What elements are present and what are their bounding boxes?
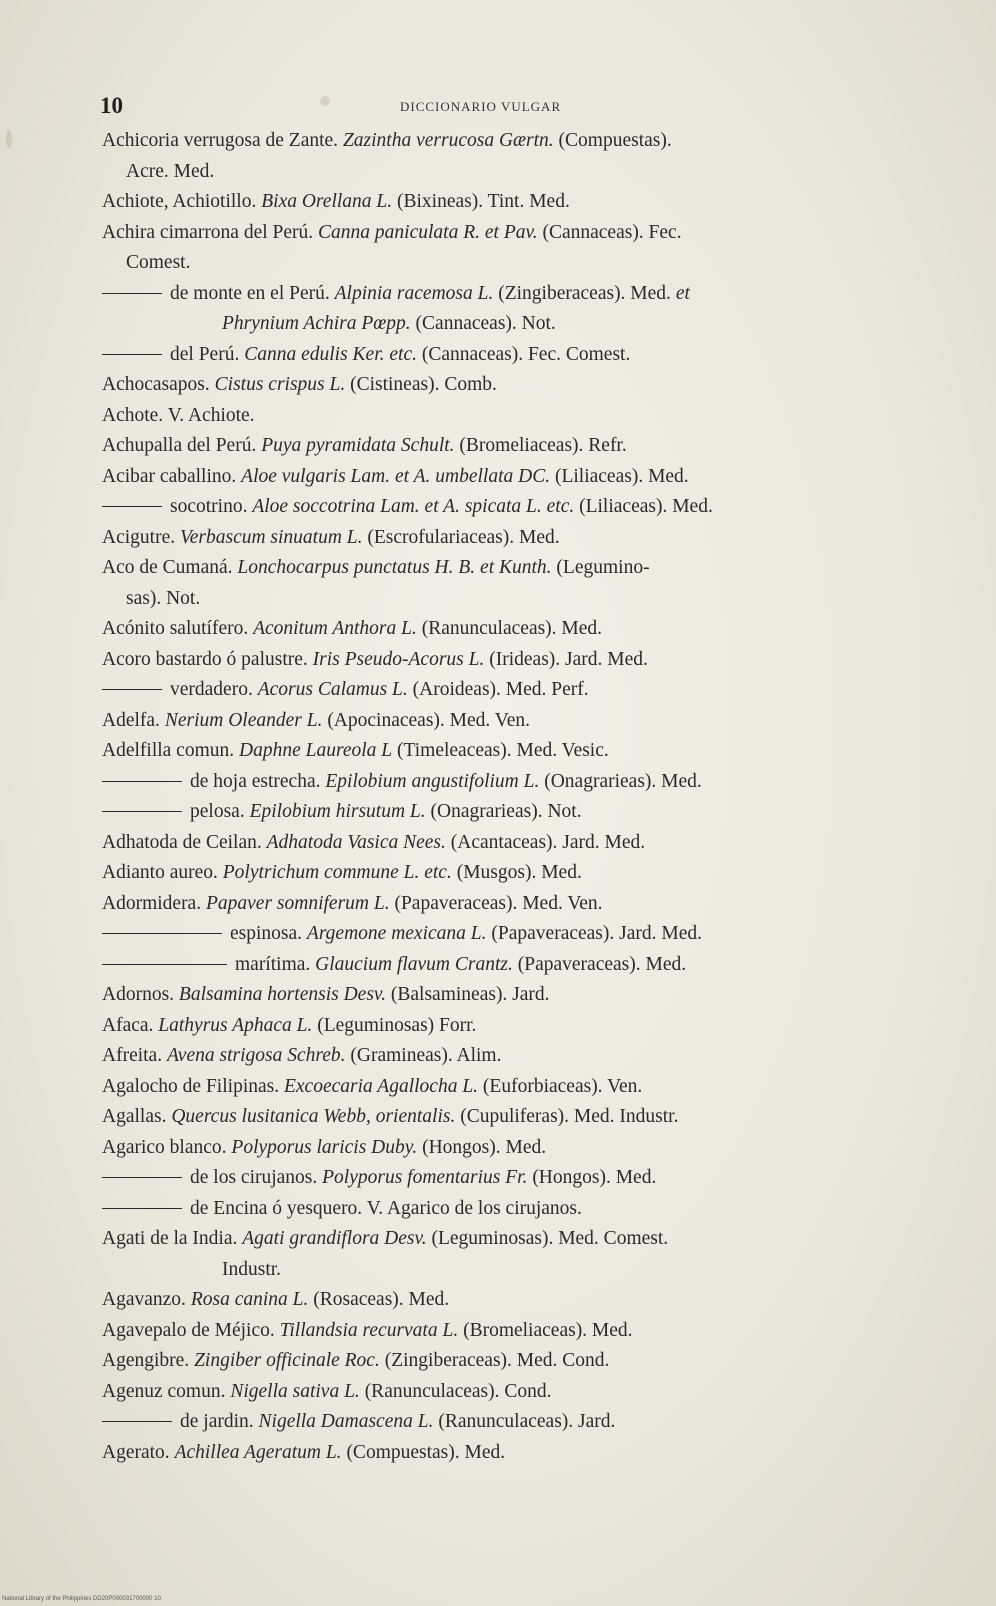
entry-text: (Hongos). Med. xyxy=(527,1167,657,1188)
entry-text: (Leguminosas). Med. Comest. xyxy=(426,1228,669,1249)
entry-line xyxy=(102,982,550,1008)
entry-line xyxy=(102,647,648,673)
entry-text: (Onagrarieas). Not. xyxy=(425,801,582,822)
repeat-dash xyxy=(102,781,182,782)
entry-text: Afreita. xyxy=(102,1045,167,1066)
entry-text: (Papaveraceas). Med. Ven. xyxy=(389,892,603,914)
entry-line xyxy=(102,433,627,459)
entry-line xyxy=(102,1226,668,1252)
entry-text: (Escrofulariaceas). Med. xyxy=(362,526,560,548)
scientific-name: Achillea Ageratum L. xyxy=(174,1441,342,1463)
entry-text: (Gramineas). Alim. xyxy=(345,1045,502,1066)
repeat-dash xyxy=(102,1208,182,1209)
repeat-dash xyxy=(102,933,222,934)
entry-text: (Euforbiaceas). Ven. xyxy=(478,1075,643,1097)
repeat-dash xyxy=(102,811,182,812)
entry-line xyxy=(102,128,672,154)
entry-text: Agengibre. xyxy=(102,1350,195,1371)
entry-text: (Liliaceas). Med. xyxy=(550,465,689,487)
scientific-name: Daphne Laureola L xyxy=(239,740,393,761)
entry-text: Afaca. xyxy=(102,1014,159,1036)
scientific-name: Aconitum Anthora L. xyxy=(253,618,417,639)
repeat-dash xyxy=(102,354,162,355)
entry-text: Agallas. xyxy=(102,1106,172,1127)
entry-line xyxy=(102,860,582,886)
entry-text: Achocasapos. xyxy=(102,374,215,395)
entry-line xyxy=(102,1379,552,1405)
entry-text: Aco de Cumaná. xyxy=(102,557,238,578)
entry-continuation-line xyxy=(126,586,200,612)
entry-continuation-line xyxy=(222,311,556,337)
entry-text: (Ranunculaceas). Med. xyxy=(416,618,603,639)
entry-text: (Legumino- xyxy=(551,557,650,578)
entry-text: (Zingiberaceas). Med. Cond. xyxy=(379,1350,610,1371)
entry-text: (Musgos). Med. xyxy=(451,862,582,883)
entry-line xyxy=(102,403,255,429)
entry-text: (Hongos). Med. xyxy=(417,1136,547,1158)
entry-text: (Bromeliaceas). Refr. xyxy=(454,435,627,456)
repeat-dash xyxy=(102,506,162,507)
entry-text: (Liliaceas). Med. xyxy=(574,496,713,517)
entry-line xyxy=(102,189,570,215)
entry-text: Comest. xyxy=(126,252,191,273)
entry-line xyxy=(102,220,682,246)
scientific-name: Avena strigosa Schreb. xyxy=(166,1045,346,1066)
sub-entry-line xyxy=(102,342,630,368)
scientific-name: Zazintha verrucosa Gærtn. xyxy=(342,130,554,151)
entry-text: Adianto aureo. xyxy=(102,862,223,883)
entry-text: marítima. xyxy=(235,953,316,975)
entry-text: Adornos. xyxy=(102,984,179,1005)
entry-text: (Papaveraceas). Med. xyxy=(512,953,687,975)
scientific-name: Iris Pseudo-Acorus L. xyxy=(312,648,485,670)
entry-text: Acibar caballino. xyxy=(102,465,242,487)
scientific-name: Papaver somniferum L. xyxy=(205,892,390,914)
entry-text: (Compuestas). Med. xyxy=(341,1441,506,1463)
entry-line xyxy=(102,1104,678,1130)
entry-line xyxy=(102,1318,633,1344)
entry-text: (Onagrarieas). Med. xyxy=(539,770,702,792)
entry-continuation-line xyxy=(222,1257,281,1283)
entry-line xyxy=(102,372,497,398)
entry-text: (Timeleaceas). Med. Vesic. xyxy=(392,740,609,761)
entry-line xyxy=(102,525,560,551)
scientific-name: Quercus lusitanica Webb, orientalis. xyxy=(171,1106,456,1127)
scientific-name: Nigella sativa L. xyxy=(230,1380,360,1402)
sub-entry-line xyxy=(102,799,582,825)
entry-text: de Encina ó yesquero. V. Agarico de los cirujanos. xyxy=(190,1197,582,1219)
entry-continuation-line xyxy=(126,159,214,185)
entry-line xyxy=(102,555,650,581)
entry-text: Agavanzo. xyxy=(102,1289,191,1310)
repeat-dash xyxy=(102,1421,172,1422)
entry-text: Agalocho de Filipinas. xyxy=(102,1075,284,1097)
scientific-name: Aloe vulgaris Lam. et A. umbellata DC. xyxy=(241,465,551,487)
scientific-name: Zingiber officinale Roc. xyxy=(194,1350,380,1371)
running-head xyxy=(100,93,900,119)
entry-text: (Ranunculaceas). Jard. xyxy=(433,1411,616,1432)
entry-text: de monte en el Perú. xyxy=(170,282,335,304)
scientific-name: Glaucium flavum Crantz. xyxy=(315,953,513,975)
entry-line xyxy=(102,1074,642,1100)
scientific-name: Nerium Oleander L. xyxy=(164,709,323,731)
scientific-name: Alpinia racemosa L. xyxy=(334,282,494,304)
scientific-name: Excoecaria Agallocha L. xyxy=(283,1075,479,1097)
page-number: 10 xyxy=(100,93,123,118)
scientific-name: Verbascum sinuatum L. xyxy=(179,526,363,548)
entry-line xyxy=(102,891,603,917)
scientific-name: Bixa Orellana L. xyxy=(261,191,393,212)
entry-line xyxy=(102,616,602,642)
entry-text: Adelfa. xyxy=(102,709,165,731)
scientific-name: Tillandsia recurvata L. xyxy=(279,1319,459,1341)
scientific-name: Lonchocarpus punctatus H. B. et Kunth. xyxy=(237,557,552,578)
entry-text: (Cupuliferas). Med. Industr. xyxy=(455,1106,679,1127)
entry-text: Adormidera. xyxy=(102,892,206,914)
entry-line xyxy=(102,1348,609,1374)
entry-text: (Leguminosas) Forr. xyxy=(312,1014,477,1036)
scientific-name: Polyporus laricis Duby. xyxy=(231,1136,418,1158)
repeat-dash xyxy=(102,1177,182,1178)
scientific-name: Argemone mexicana L. xyxy=(306,923,487,944)
entry-text: Achote. V. Achiote. xyxy=(102,404,255,426)
entry-line xyxy=(102,1135,546,1161)
scientific-name: et xyxy=(675,282,690,304)
entry-text: Acoro bastardo ó palustre. xyxy=(102,648,313,670)
entry-text: pelosa. xyxy=(190,801,250,822)
sub-entry-line xyxy=(102,677,589,703)
entry-text: Achicoria verrugosa de Zante. xyxy=(102,130,343,151)
scientific-name: Cistus crispus L. xyxy=(214,374,346,395)
scientific-name: Nigella Damascena L. xyxy=(258,1411,434,1432)
entry-text: (Irideas). Jard. Med. xyxy=(484,648,648,670)
entry-line xyxy=(102,464,689,490)
scientific-name: Puya pyramidata Schult. xyxy=(261,435,455,456)
scientific-name: Canna paniculata R. et Pav. xyxy=(318,221,538,243)
entry-line xyxy=(102,1043,501,1069)
entry-text: (Cannaceas). Fec. Comest. xyxy=(416,343,631,365)
entry-text: de hoja estrecha. xyxy=(190,770,326,792)
entry-line xyxy=(102,830,645,856)
scientific-name: Canna edulis Ker. etc. xyxy=(244,343,417,365)
entry-line xyxy=(102,1440,505,1466)
entry-text: (Aroideas). Med. Perf. xyxy=(407,679,589,700)
entry-text: Agerato. xyxy=(102,1441,175,1463)
entry-text: (Rosaceas). Med. xyxy=(308,1289,450,1310)
entry-line xyxy=(102,738,609,764)
entry-text: de los cirujanos. xyxy=(190,1167,323,1188)
entry-text: espinosa. xyxy=(230,923,307,944)
entry-text: de jardin. xyxy=(180,1411,259,1432)
entry-text: Industr. xyxy=(222,1258,282,1280)
sub-entry-line xyxy=(102,921,702,947)
entry-text: Adelfilla comun. xyxy=(102,740,240,761)
scientific-name: Phrynium Achira Pœpp. xyxy=(222,313,411,334)
entry-text: Acigutre. xyxy=(102,526,180,548)
sub-entry-line xyxy=(102,494,713,520)
entry-text: (Ranunculaceas). Cond. xyxy=(359,1380,552,1402)
entry-text: (Apocinaceas). Med. Ven. xyxy=(322,709,531,731)
entry-text: Agavepalo de Méjico. xyxy=(102,1319,280,1341)
entry-text: Achira cimarrona del Perú. xyxy=(102,221,319,243)
ink-spot xyxy=(6,130,12,148)
repeat-dash xyxy=(102,964,227,965)
entry-text: (Cannaceas). Fec. xyxy=(537,221,682,243)
sub-entry-line xyxy=(102,1409,615,1435)
scientific-name: Epilobium angustifolium L. xyxy=(325,770,540,792)
scientific-name: Balsamina hortensis Desv. xyxy=(178,984,387,1005)
scientific-name: Agati grandiflora Desv. xyxy=(242,1228,427,1249)
scientific-name: Polytrichum commune L. etc. xyxy=(222,862,452,883)
repeat-dash xyxy=(102,689,162,690)
entry-text: sas). Not. xyxy=(126,587,201,609)
entry-text: (Zingiberaceas). Med. xyxy=(493,282,676,304)
entry-text: (Bromeliaceas). Med. xyxy=(458,1319,633,1341)
entry-text: (Acantaceas). Jard. Med. xyxy=(445,831,646,853)
entry-text: Acre. Med. xyxy=(126,160,215,182)
scan-footer: National Library of the Philippines DD20P000031700000 10 xyxy=(2,1596,161,1602)
entry-text: (Balsamineas). Jard. xyxy=(386,984,550,1005)
scientific-name: Rosa canina L. xyxy=(190,1289,309,1310)
scientific-name: Epilobium hirsutum L. xyxy=(249,801,426,822)
scientific-name: Aloe soccotrina Lam. et A. spicata L. etc. xyxy=(252,496,575,517)
entry-text: Agati de la India. xyxy=(102,1228,243,1249)
scientific-name: Lathyrus Aphaca L. xyxy=(158,1014,313,1036)
entry-text: (Bixineas). Tint. Med. xyxy=(392,191,570,212)
scientific-name: Polyporus fomentarius Fr. xyxy=(322,1167,528,1188)
entry-continuation-line xyxy=(126,250,190,276)
entry-text: verdadero. xyxy=(170,679,258,700)
entry-text: Agarico blanco. xyxy=(102,1136,232,1158)
entry-text: Acónito salutífero. xyxy=(102,618,254,639)
entry-text: Achupalla del Perú. xyxy=(102,435,262,456)
sub-entry-line xyxy=(102,281,690,307)
entry-text: (Cannaceas). Not. xyxy=(410,313,556,334)
entry-text: Adhatoda de Ceilan. xyxy=(102,831,267,853)
sub-entry-line xyxy=(102,769,702,795)
entry-line xyxy=(102,1013,476,1039)
entry-text: (Compuestas). xyxy=(553,130,672,151)
entry-text: socotrino. xyxy=(170,496,253,517)
entry-text: Agenuz comun. xyxy=(102,1380,231,1402)
entry-text: (Cistineas). Comb. xyxy=(345,374,497,395)
entry-text: del Perú. xyxy=(170,343,245,365)
entry-text: (Papaveraceas). Jard. Med. xyxy=(486,923,702,944)
scientific-name: Acorus Calamus L. xyxy=(257,679,408,700)
repeat-dash xyxy=(102,293,162,294)
running-title: DICCIONARIO VULGAR xyxy=(400,99,562,114)
scientific-name: Adhatoda Vasica Nees. xyxy=(266,831,446,853)
sub-entry-line xyxy=(102,1196,582,1222)
entry-text: Achiote, Achiotillo. xyxy=(102,191,262,212)
entry-line xyxy=(102,708,530,734)
entry-line xyxy=(102,1287,449,1313)
sub-entry-line xyxy=(102,952,686,978)
sub-entry-line xyxy=(102,1165,656,1191)
